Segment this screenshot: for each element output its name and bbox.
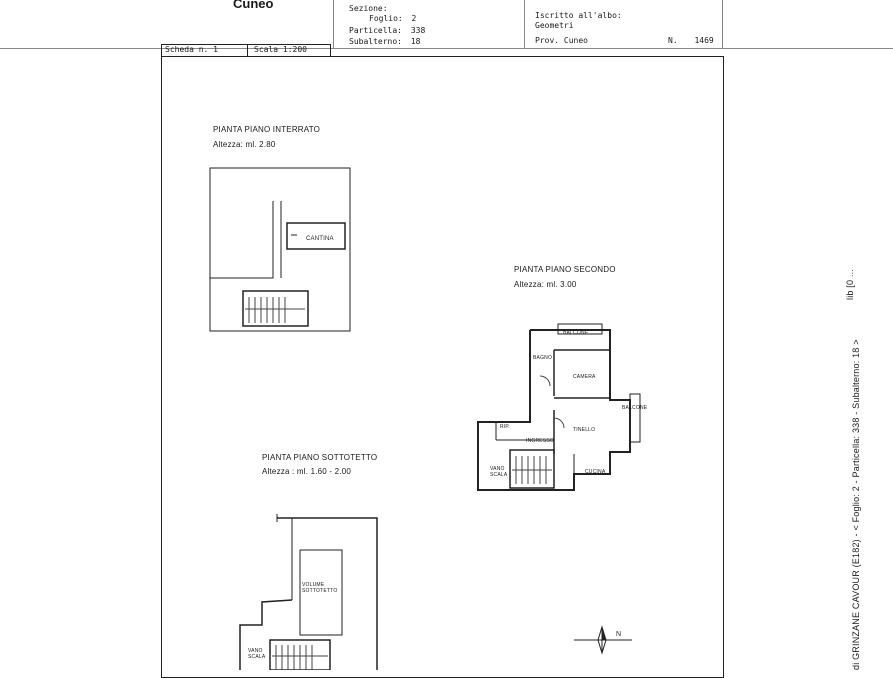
room-vano-scala-3: VANO SCALA [248, 648, 266, 660]
room-rip: RIP. [500, 424, 510, 430]
subalterno-value: 18 [410, 37, 421, 46]
secondo-title: PIANTA PIANO SECONDO [514, 265, 616, 274]
city-label: Cuneo [233, 0, 274, 11]
n-label: N. [668, 36, 678, 45]
scala-label: Scala 1:200 [254, 45, 307, 54]
room-balcone-top: BALCONE [563, 330, 589, 336]
n-value: 1469 [694, 36, 714, 45]
room-camera: CAMERA [573, 374, 596, 380]
interrato-title: PIANTA PIANO INTERRATO [213, 125, 321, 134]
room-vano-scala-2: VANO SCALA [490, 466, 508, 478]
sezione-row [349, 4, 388, 13]
secondo-height: Altezza: ml. 3.00 [514, 280, 577, 289]
registration-number [668, 36, 714, 45]
interrato-floorplan [205, 163, 355, 338]
room-cucina: CUCINA [585, 469, 606, 475]
room-ingresso: INGRESSO [526, 438, 554, 444]
room-bagno: BAGNO [533, 355, 553, 361]
particella-row [349, 26, 425, 35]
room-balcone-side: BALCONE [622, 405, 648, 411]
foglio-label: Foglio: [369, 14, 403, 23]
particella-value: 338 [410, 26, 426, 35]
subalterno-label: Subalterno: [349, 37, 402, 46]
side-lib-text: lib [0 ... [845, 268, 855, 300]
room-sottotetto: VOLUME SOTTOTETTO [302, 582, 338, 594]
particella-label: Particella: [349, 26, 402, 35]
svg-text:N: N [616, 631, 622, 638]
north-arrow-icon [572, 625, 634, 655]
iscritto-value: Geometri [535, 21, 574, 30]
sezione-label: Sezione: [349, 4, 388, 13]
prov-label: Prov. Cuneo [535, 36, 588, 45]
interrato-height: Altezza: ml. 2.80 [213, 140, 276, 149]
scheda-label: Scheda n. 1 [165, 45, 218, 54]
sottotetto-title: PIANTA PIANO SOTTOTETTO [262, 453, 378, 462]
room-cantina: CANTINA [306, 236, 334, 242]
cadastre-reference: di GRINZANE CAVOUR (E182) - < Foglio: 2 - Particella: 338 - Subalterno: 18 > [851, 339, 861, 670]
iscritto-label: Iscritto all'albo: [535, 11, 622, 20]
foglio-value: 2 [411, 14, 417, 23]
sottotetto-height: Altezza : ml. 1.60 - 2.00 [262, 467, 352, 476]
room-tinello: TINELLO [573, 427, 596, 433]
subalterno-row [349, 37, 420, 46]
foglio-row [369, 14, 416, 23]
